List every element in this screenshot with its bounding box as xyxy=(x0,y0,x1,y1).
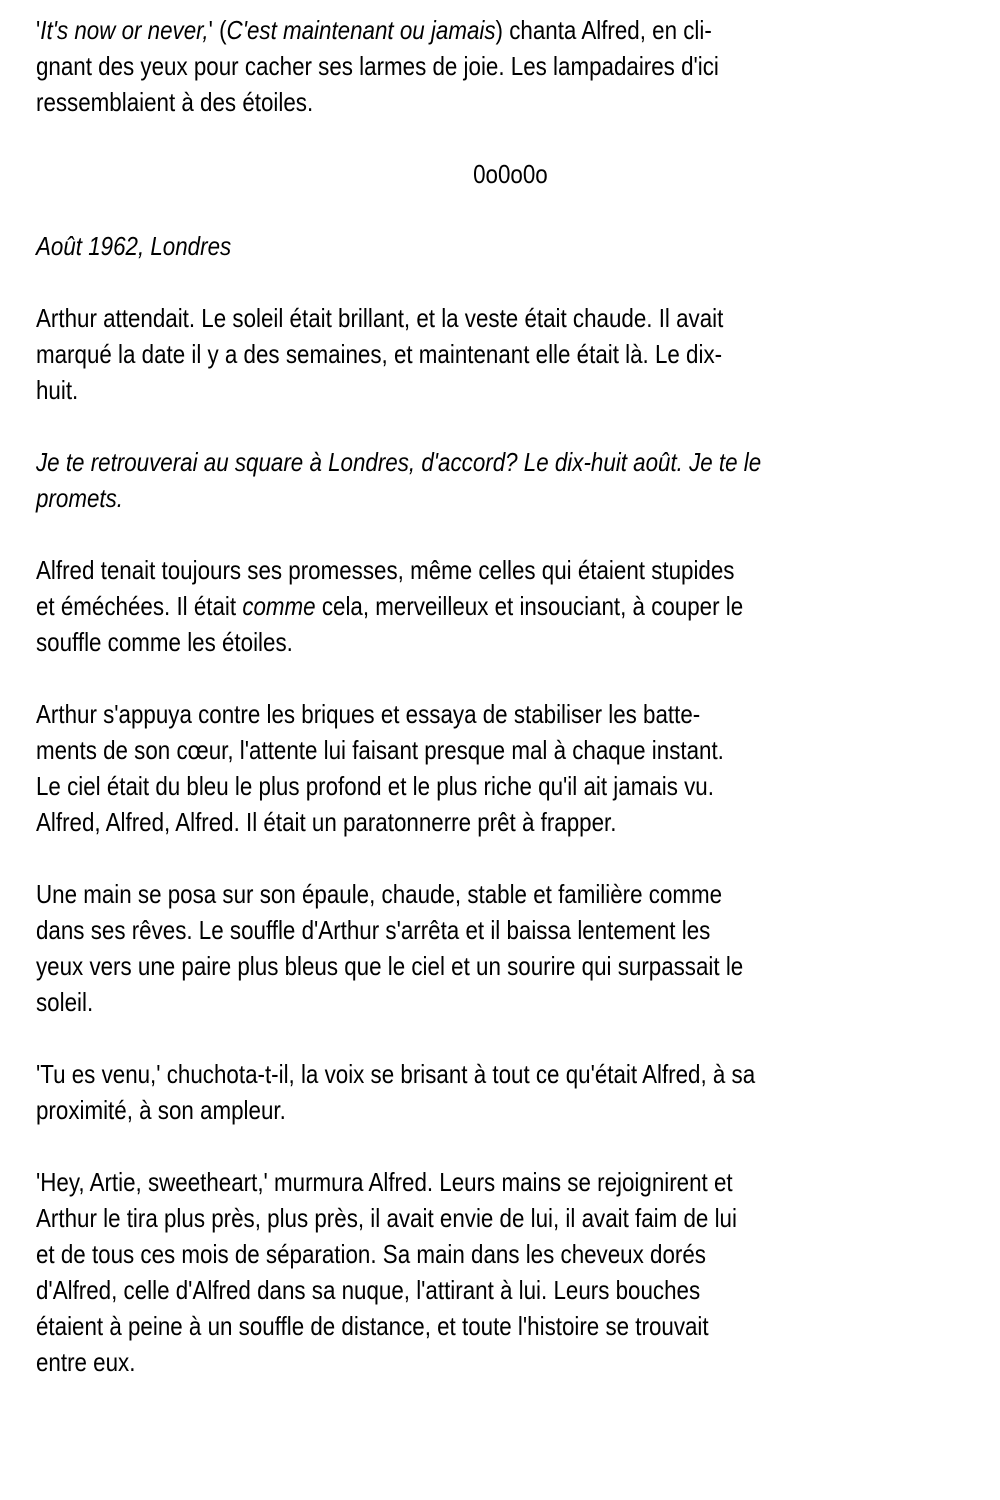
text-line: Je te retrouverai au square à Londres, d'accord? Le dix-huit août. Je te le xyxy=(36,447,762,477)
separator-text: 0o0o0o xyxy=(472,159,548,189)
text-line: souffle comme les étoiles. xyxy=(36,627,293,657)
paragraph-waiting xyxy=(36,300,976,408)
quote-mark: ' xyxy=(36,15,41,45)
emphasis: comme xyxy=(242,591,316,621)
paragraph-song xyxy=(36,12,976,120)
text-fragment: et éméchées. Il était xyxy=(36,591,243,621)
dateline-text: Août 1962, Londres xyxy=(36,231,232,261)
text-line: Alfred tenait toujours ses promesses, même celles qui étaient stupides xyxy=(36,555,735,585)
text-line: proximité, à son ampleur. xyxy=(36,1095,286,1125)
text-line: Le ciel était du bleu le plus profond et le plus riche qu'il ait jamais vu. xyxy=(36,771,714,801)
song-title: It's now or never, xyxy=(40,15,209,45)
text-fragment: ) chanta Alfred, en cli- xyxy=(495,15,712,45)
scene-separator xyxy=(36,156,976,192)
song-translation: C'est maintenant ou jamais xyxy=(226,15,496,45)
text-line: 'Hey, Artie, sweetheart,' murmura Alfred. Leurs mains se rejoignirent et xyxy=(36,1167,733,1197)
text-line: soleil. xyxy=(36,987,94,1017)
text-line: dans ses rêves. Le souffle d'Arthur s'arrêta et il baissa lentement les xyxy=(36,915,711,945)
text-line: promets. xyxy=(36,483,123,513)
text-fragment: cela, merveilleux et insouciant, à couper le xyxy=(315,591,744,621)
text-line: ressemblaient à des étoiles. xyxy=(36,87,314,117)
text-line: Une main se posa sur son épaule, chaude, stable et familière comme xyxy=(36,879,723,909)
text-line: yeux vers une paire plus bleus que le ciel et un sourire qui surpassait le xyxy=(36,951,744,981)
text-line: marqué la date il y a des semaines, et maintenant elle était là. Le dix- xyxy=(36,339,723,369)
text-line: ments de son cœur, l'attente lui faisant presque mal à chaque instant. xyxy=(36,735,724,765)
text-line: Arthur s'appuya contre les briques et essaya de stabiliser les batte- xyxy=(36,699,701,729)
text-line: huit. xyxy=(36,375,79,405)
paragraph-bricks xyxy=(36,696,976,840)
text-line: Arthur attendait. Le soleil était brillant, et la veste était chaude. Il avait xyxy=(36,303,724,333)
quote-mark: ' ( xyxy=(208,15,227,45)
text-line: d'Alfred, celle d'Alfred dans sa nuque, l'attirant à lui. Leurs bouches xyxy=(36,1275,701,1305)
text-line: et de tous ces mois de séparation. Sa main dans les cheveux dorés xyxy=(36,1239,706,1269)
dateline xyxy=(36,228,976,264)
paragraph-you-came xyxy=(36,1056,976,1128)
paragraph-promise xyxy=(36,444,976,516)
text-line: Arthur le tira plus près, plus près, il avait envie de lui, il avait faim de lui xyxy=(36,1203,737,1233)
document-page xyxy=(36,12,976,1416)
text-line: gnant des yeux pour cacher ses larmes de joie. Les lampadaires d'ici xyxy=(36,51,719,81)
text-line: étaient à peine à un souffle de distance, et toute l'histoire se trouvait xyxy=(36,1311,709,1341)
text-line: entre eux. xyxy=(36,1347,136,1377)
text-line xyxy=(36,12,982,48)
text-line: 'Tu es venu,' chuchota-t-il, la voix se brisant à tout ce qu'était Alfred, à sa xyxy=(36,1059,756,1089)
text-line xyxy=(36,588,982,624)
paragraph-hand xyxy=(36,876,976,1020)
text-line: Alfred, Alfred, Alfred. Il était un paratonnerre prêt à frapper. xyxy=(36,807,617,837)
paragraph-alfred-promises xyxy=(36,552,976,660)
paragraph-sweetheart xyxy=(36,1164,976,1380)
